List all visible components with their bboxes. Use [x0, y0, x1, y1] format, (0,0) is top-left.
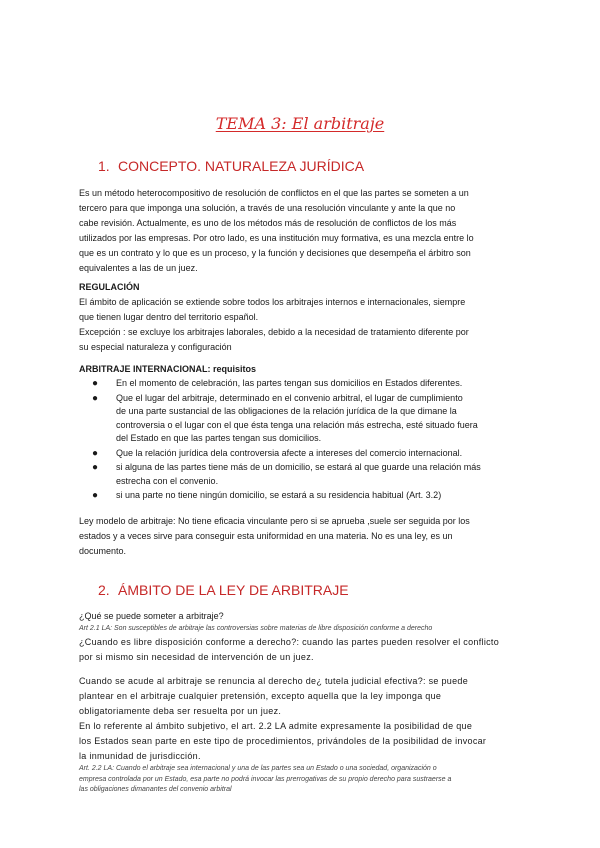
section-2-title: ÁMBITO DE LA LEY DE ARBITRAJE [118, 582, 349, 598]
paragraph-line: ¿Cuando es libre disposición conforme a derecho?: cuando las partes pueden resolver el conflicto [79, 637, 500, 647]
requisitos-list [79, 377, 527, 504]
paragraph-line: que tienen lugar dentro del territorio español. [79, 312, 259, 322]
page-title: TEMA 3: El arbitraje [215, 114, 385, 133]
paragraph-line: estados y a veces sirve para conseguir esta uniformidad en una materia. No es una ley, es un [79, 531, 453, 541]
paragraph-line: que es un contrato y lo que es un proceso, y la función y decisiones que desempeña el árbitro son [79, 248, 471, 258]
internacional-label: ARBITRAJE INTERNACIONAL: requisitos [79, 364, 257, 374]
quote-line: las obligaciones dimanantes del convenio arbitral [79, 786, 232, 793]
section-2-heading [98, 582, 349, 598]
tutela-paragraph [79, 674, 527, 764]
list-item [79, 461, 527, 488]
quote-line: empresa controlada por un Estado, esa parte no podrá invocar las prerrogativas de su propio derecho para sustraerse a [79, 775, 452, 783]
art-2-1-quote: Art 2.1 LA: Son susceptibles de arbitraje las controversias sobre materias de libre disposición conforme a derecho [79, 625, 433, 632]
list-item [79, 447, 527, 461]
paragraph-line: obligatoriamente deba ser resuelta por un juez. [79, 706, 282, 716]
paragraph-line: utilizados por las empresas. Por otro lado, es una institución muy formativa, es una mezcla entre lo [79, 233, 474, 243]
section-1-heading [98, 158, 364, 174]
paragraph-line: El ámbito de aplicación se extiende sobre todos los arbitrajes internos e internacionales, siempre [79, 297, 466, 307]
list-item-line: estrecha con el convenio. [116, 475, 219, 486]
list-item [79, 489, 527, 503]
paragraph-line: por si mismo sin necesidad de intervención de un juez. [79, 652, 314, 662]
paragraph-line: cabe revisión. Actualmente, es uno de los métodos más de resolución de conflictos de los más [79, 218, 457, 228]
section-1-number: 1. [98, 158, 110, 174]
list-item-line: de una parte sustancial de las obligaciones de la relación jurídica de la que dimane la [116, 406, 457, 416]
ley-modelo-paragraph [79, 514, 527, 559]
section-2-number: 2. [98, 582, 110, 598]
bullet-icon: ● [92, 462, 99, 473]
list-item [79, 377, 527, 391]
paragraph-line: En lo referente al ámbito subjetivo, el art. 2.2 LA admite expresamente la posibilidad de que [79, 721, 473, 731]
list-item-line: Que la relación jurídica dela controversia afecte a intereses del comercio internacional. [116, 447, 463, 458]
list-item [79, 392, 527, 446]
concepto-paragraph [79, 186, 527, 276]
paragraph-line: su especial naturaleza y configuración [79, 342, 232, 352]
question-line: ¿Qué se puede someter a arbitraje? [79, 611, 224, 621]
paragraph-line: Es un método heterocompositivo de resolución de conflictos en el que las partes se someten a un [79, 188, 469, 198]
paragraph-line: documento. [79, 546, 127, 556]
quote-line: Art. 2.2 LA: Cuando el arbitraje sea internacional y una de las partes sea un Estado o una sociedad, organización o [79, 765, 437, 772]
regulacion-block [79, 280, 527, 355]
list-item-line: si alguna de las partes tiene más de un domicilio, se estará al que guarde una relación más [116, 462, 481, 472]
list-item-line: si una parte no tiene ningún domicilio, se estará a su residencia habitual (Art. 3.2) [116, 490, 442, 500]
libre-disposicion-paragraph [79, 635, 527, 665]
paragraph-line: plantear en el arbitraje cualquier pretensión, excepto aquella que la ley imponga que [79, 691, 442, 701]
paragraph-line: tercero para que imponga una solución, a través de una resolución vinculante y ante la que no [79, 203, 456, 213]
list-item-line: del Estado en que las partes tengan sus domicilios. [116, 433, 322, 443]
bullet-icon: ● [92, 392, 99, 404]
list-item-line: controversia o el lugar con el que ésta tenga una relación más estrecha, esté situado fuera [116, 419, 478, 430]
bullet-icon: ● [92, 378, 99, 389]
regulacion-label: REGULACIÓN [79, 282, 140, 292]
paragraph-line: la inmunidad de jurisdicción. [79, 751, 201, 761]
list-item-line: Que el lugar del arbitraje, determinado en el convenio arbitral, el lugar de cumplimiento [116, 392, 463, 403]
paragraph-line: Cuando se acude al arbitraje se renuncia al derecho de¿ tutela judicial efectiva?: se puede [79, 676, 469, 686]
paragraph-line: Excepción : se excluye los arbitrajes laborales, debido a la necesidad de tratamiento diferente por [79, 327, 469, 337]
bullet-icon: ● [92, 490, 99, 501]
bullet-icon: ● [92, 447, 99, 459]
section-1-title: CONCEPTO. NATURALEZA JURÍDICA [118, 158, 365, 174]
paragraph-line: los Estados sean parte en este tipo de procedimientos, privándoles de la posibilidad de invocar [79, 736, 487, 746]
paragraph-line: equivalentes a las de un juez. [79, 263, 198, 273]
art-2-2-quote [79, 764, 527, 796]
paragraph-line: Ley modelo de arbitraje: No tiene eficacia vinculante pero si se aprueba ,suele ser seguida por los [79, 516, 470, 526]
list-item-line: En el momento de celebración, las partes tengan sus domicilios en Estados diferentes. [116, 378, 463, 388]
